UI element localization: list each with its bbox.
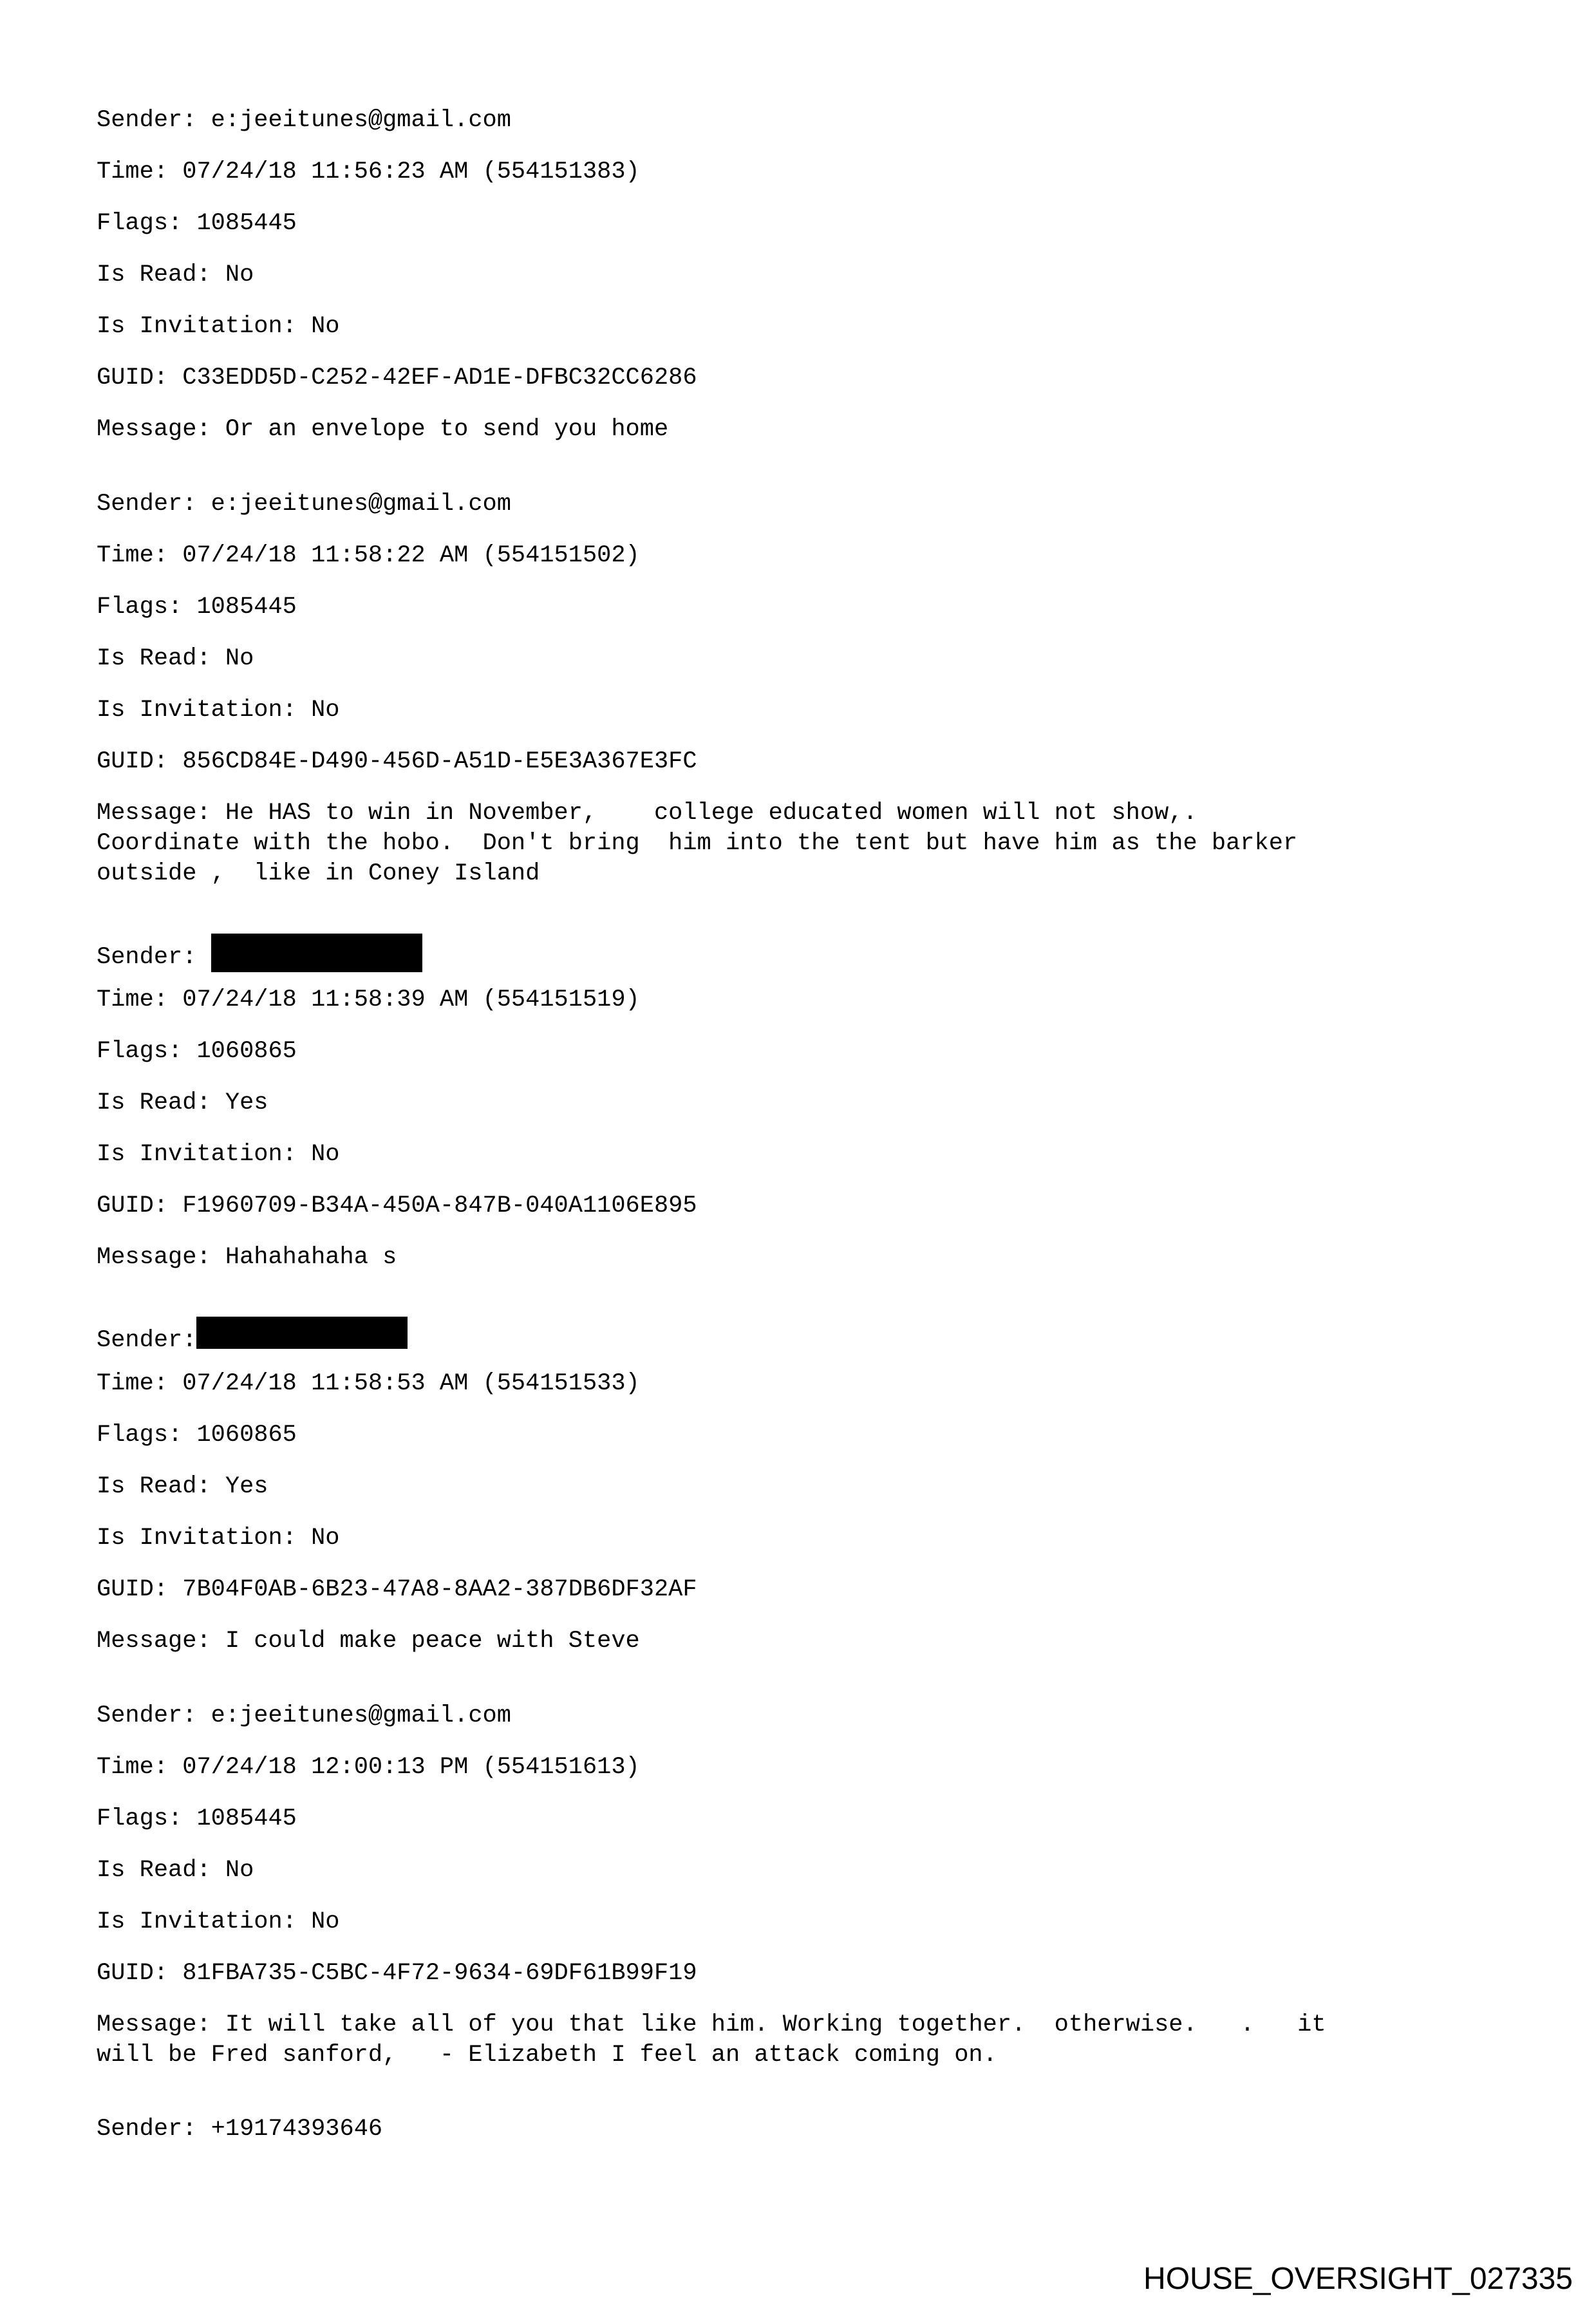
time-value: 07/24/18 11:56:23 AM (554151383) [182,158,640,185]
is-read-label: Is Read: [97,1473,211,1500]
time-line [97,985,640,1015]
is-read-value: No [225,1857,254,1884]
message-text: I could make peace with Steve [225,1628,640,1655]
redaction-block [196,1317,408,1349]
sender-label: Sender: [97,1702,197,1729]
guid-label: GUID: [97,1576,169,1603]
message-continuation: outside , like in Coney Island [97,860,540,887]
message-text: Or an envelope to send you home [225,416,669,443]
is-invitation-line [97,1523,340,1554]
is-read-line [97,260,254,290]
guid-line [97,1959,697,1989]
guid-line [97,747,697,777]
is-invitation-value: No [311,1908,340,1935]
is-invitation-label: Is Invitation: [97,313,297,340]
is-read-line [97,1088,268,1118]
guid-line [97,363,697,393]
is-read-label: Is Read: [97,1857,211,1884]
is-invitation-label: Is Invitation: [97,1141,297,1168]
sender-value: +19174393646 [211,2116,383,2143]
flags-label: Flags: [97,210,183,237]
sender-line [97,106,511,136]
sender-label: Sender: [97,1327,197,1354]
time-value: 07/24/18 11:58:39 AM (554151519) [182,986,640,1013]
document-page [97,0,1513,2303]
time-label: Time: [97,158,169,185]
flags-line [97,1804,297,1834]
is-invitation-line [97,1140,340,1170]
guid-label: GUID: [97,1960,169,1987]
guid-value: 856CD84E-D490-456D-A51D-E5E3A367E3FC [182,748,697,775]
flags-value: 1060865 [196,1038,297,1065]
is-invitation-label: Is Invitation: [97,1525,297,1552]
message-text: He HAS to win in November, college educated women will not show,. [225,800,1197,827]
sender-line [97,1701,511,1731]
guid-value: C33EDD5D-C252-42EF-AD1E-DFBC32CC6286 [182,364,697,391]
message-continuation: will be Fred sanford, - Elizabeth I feel an attack coming on. [97,2042,997,2069]
is-read-value: Yes [225,1089,268,1116]
is-invitation-value: No [311,1525,340,1552]
message-text: It will take all of you that like him. Working together. otherwise. . it [225,2011,1326,2038]
bates-number: HOUSE_OVERSIGHT_027335 [1143,2262,1573,2296]
is-invitation-line [97,695,340,726]
sender-label: Sender: [97,2116,197,2143]
time-label: Time: [97,1754,169,1781]
is-read-label: Is Read: [97,1089,211,1116]
sender-line [97,1317,408,1356]
guid-line [97,1575,697,1605]
flags-line [97,209,297,239]
time-value: 07/24/18 11:58:53 AM (554151533) [182,1370,640,1397]
time-line [97,157,640,187]
guid-value: 81FBA735-C5BC-4F72-9634-69DF61B99F19 [182,1960,697,1987]
guid-value: F1960709-B34A-450A-847B-040A1106E895 [182,1192,697,1219]
sender-label: Sender: [97,107,197,134]
flags-value: 1085445 [196,1805,297,1832]
message-label: Message: [97,416,211,443]
flags-line [97,1420,297,1451]
is-invitation-line [97,312,340,342]
time-line [97,1753,640,1783]
guid-line [97,1191,697,1221]
guid-value: 7B04F0AB-6B23-47A8-8AA2-387DB6DF32AF [182,1576,697,1603]
time-line [97,541,640,571]
is-invitation-label: Is Invitation: [97,697,297,724]
flags-value: 1060865 [196,1422,297,1449]
time-label: Time: [97,1370,169,1397]
flags-value: 1085445 [196,594,297,621]
sender-value: e:jeeitunes@gmail.com [211,107,511,134]
message-label: Message: [97,800,211,827]
redaction-block [211,934,422,972]
time-line [97,1369,640,1399]
is-read-line [97,644,254,674]
flags-label: Flags: [97,1805,183,1832]
is-invitation-value: No [311,313,340,340]
time-value: 07/24/18 11:58:22 AM (554151502) [182,542,640,569]
message-label: Message: [97,1628,211,1655]
sender-value: e:jeeitunes@gmail.com [211,1702,511,1729]
guid-label: GUID: [97,748,169,775]
flags-value: 1085445 [196,210,297,237]
is-read-value: No [225,261,254,288]
flags-label: Flags: [97,1422,183,1449]
is-invitation-label: Is Invitation: [97,1908,297,1935]
message-label: Message: [97,2011,211,2038]
message-line [97,798,1197,829]
flags-label: Flags: [97,594,183,621]
time-value: 07/24/18 12:00:13 PM (554151613) [182,1754,640,1781]
message-line [97,2010,1326,2040]
sender-line [97,489,511,520]
is-read-line [97,1472,268,1502]
sender-label: Sender: [97,491,197,518]
flags-label: Flags: [97,1038,183,1065]
flags-line [97,592,297,623]
is-invitation-value: No [311,1141,340,1168]
is-read-label: Is Read: [97,645,211,672]
is-read-label: Is Read: [97,261,211,288]
flags-line [97,1037,297,1067]
message-line [97,1243,397,1273]
time-label: Time: [97,986,169,1013]
guid-label: GUID: [97,364,169,391]
is-read-value: Yes [225,1473,268,1500]
time-label: Time: [97,542,169,569]
is-read-value: No [225,645,254,672]
message-label: Message: [97,1244,211,1271]
sender-value: e:jeeitunes@gmail.com [211,491,511,518]
message-line [97,415,668,445]
message-text: Hahahahaha s [225,1244,397,1271]
sender-line [97,2114,382,2145]
is-read-line [97,1856,254,1886]
message-continuation: Coordinate with the hobo. Don't bring him into the tent but have him as the barker [97,830,1298,857]
is-invitation-line [97,1907,340,1937]
is-invitation-value: No [311,697,340,724]
sender-label: Sender: [97,944,197,971]
sender-line [97,934,422,973]
guid-label: GUID: [97,1192,169,1219]
message-line [97,1626,640,1657]
